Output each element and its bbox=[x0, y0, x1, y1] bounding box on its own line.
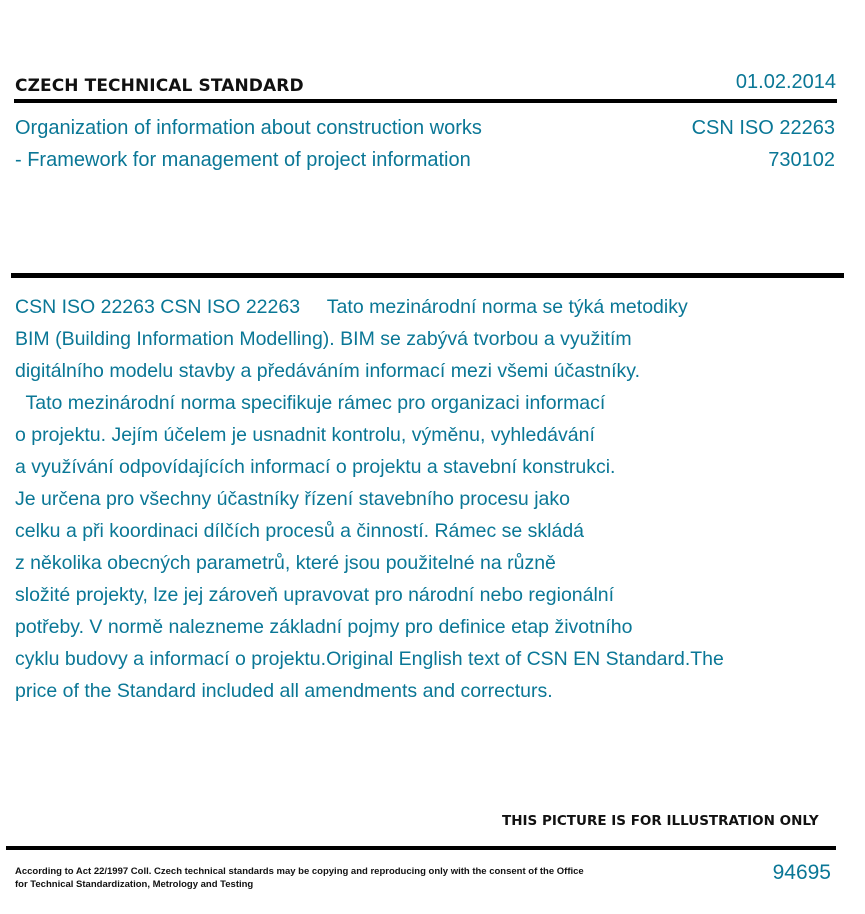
description-line: o projektu. Jejím účelem je usnadnit kontrolu, výměnu, vyhledávání bbox=[15, 424, 595, 446]
header-divider bbox=[14, 99, 837, 103]
standard-code: CSN ISO 22263 bbox=[691, 117, 835, 139]
document-type-title: CZECH TECHNICAL STANDARD bbox=[15, 76, 304, 96]
footer-divider bbox=[6, 846, 836, 850]
description-line: BIM (Building Information Modelling). BIM se zabývá tvorbou a využitím bbox=[15, 328, 632, 350]
standard-description bbox=[15, 291, 815, 707]
catalog-number: 94695 bbox=[772, 861, 831, 884]
description-line: složité projekty, lze jej zároveň upravovat pro národní nebo regionální bbox=[15, 584, 615, 606]
description-line: celku a při koordinaci dílčích procesů a činností. Rámec se skládá bbox=[15, 520, 585, 542]
description-line: price of the Standard included all amendments and correcturs. bbox=[15, 680, 553, 702]
description-line: z několika obecných parametrů, které jsou použitelné na různě bbox=[15, 552, 556, 574]
illustration-disclaimer: THIS PICTURE IS FOR ILLUSTRATION ONLY bbox=[502, 813, 819, 829]
description-line: cyklu budovy a informací o projektu.Original English text of CSN EN Standard.The bbox=[15, 648, 724, 670]
copyright-notice-line-1: According to Act 22/1997 Coll. Czech technical standards may be copying and reproducing only with the consent of the Office bbox=[15, 866, 584, 877]
section-divider bbox=[11, 273, 844, 278]
standard-title-line-2: - Framework for management of project information bbox=[15, 149, 471, 171]
description-line: potřeby. V normě nalezneme základní pojmy pro definice etap životního bbox=[15, 616, 633, 638]
description-line: Je určena pro všechny účastníky řízení stavebního procesu jako bbox=[15, 488, 570, 510]
standard-title-line-1: Organization of information about construction works bbox=[15, 117, 482, 139]
description-line: Tato mezinárodní norma specifikuje rámec pro organizaci informací bbox=[15, 392, 606, 414]
copyright-notice bbox=[15, 865, 615, 891]
description-line: a využívání odpovídajících informací o projektu a stavební konstrukci. bbox=[15, 456, 616, 478]
publication-date: 01.02.2014 bbox=[735, 71, 836, 93]
description-line: CSN ISO 22263 CSN ISO 22263 Tato mezinárodní norma se týká metodiky bbox=[15, 296, 688, 318]
classification-number: 730102 bbox=[768, 149, 835, 171]
copyright-notice-line-2: for Technical Standardization, Metrology and Testing bbox=[15, 879, 254, 890]
description-line: digitálního modelu stavby a předáváním informací mezi všemi účastníky. bbox=[15, 360, 640, 382]
